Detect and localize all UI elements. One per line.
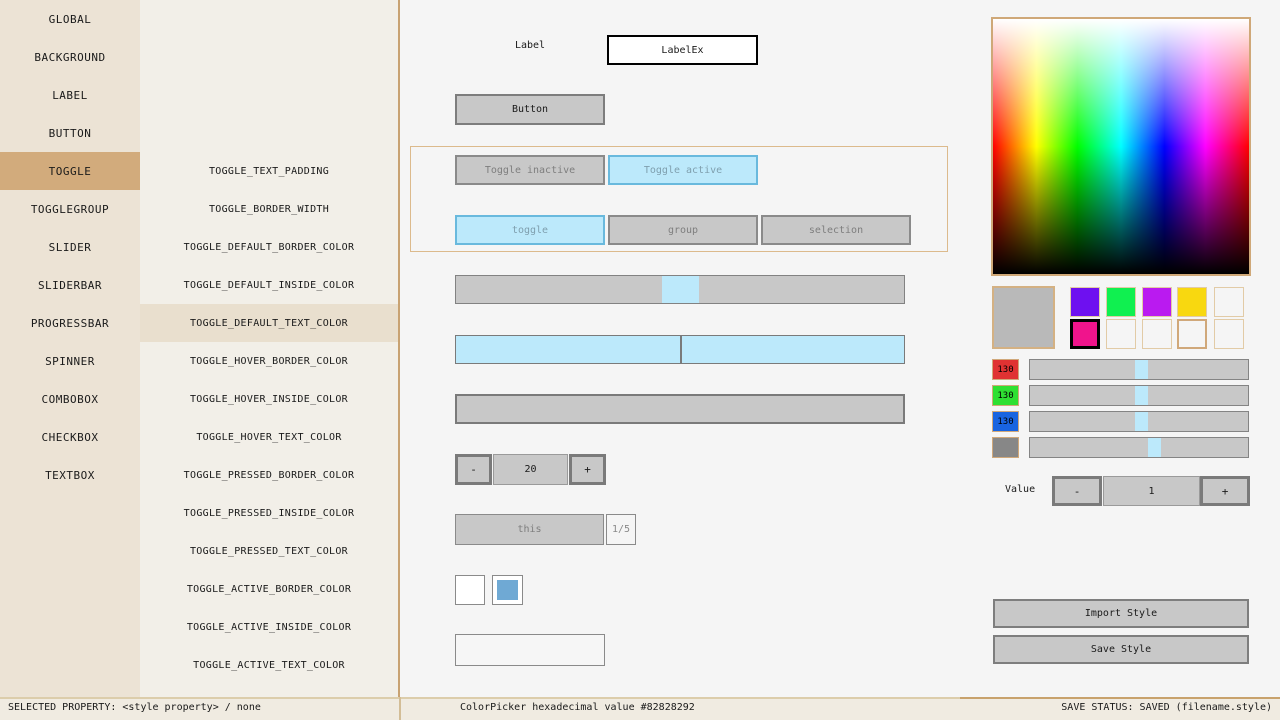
spinner-plus-button[interactable]: + [569,454,606,485]
statusbar-divider [399,697,401,720]
preview-toggle-active[interactable]: Toggle active [608,155,758,185]
sidebar-item-slider[interactable]: SLIDER [48,240,92,254]
color-panel [960,0,1280,697]
preview-slider[interactable] [455,275,905,304]
property-item[interactable]: TOGGLE_ACTIVE_TEXT_COLOR [193,659,345,671]
preview-checkbox-unchecked[interactable] [455,575,485,605]
palette-swatch-empty[interactable] [1142,319,1172,349]
palette-swatch[interactable] [1142,287,1172,317]
import-style-button[interactable]: Import Style [993,599,1249,628]
sidebar-item-global[interactable]: GLOBAL [48,12,92,26]
sidebar-item-checkbox[interactable]: CHECKBOX [41,430,99,444]
palette-swatch[interactable] [1070,287,1100,317]
alpha-channel-slider[interactable] [1029,437,1249,458]
spinner-minus-button[interactable]: - [455,454,492,485]
palette-swatch-selected[interactable] [1070,319,1100,349]
sidebar-item-toggle[interactable]: TOGGLE [0,152,140,190]
preview-combobox[interactable]: this [455,514,604,545]
red-channel-slider[interactable] [1029,359,1249,380]
save-status: SAVE STATUS: SAVED (filename.style) [1061,702,1272,713]
palette-swatch-empty[interactable] [1177,319,1207,349]
colorpicker-hex-status: ColorPicker hexadecimal value #82828292 [460,702,695,713]
sidebar-item-background[interactable]: BACKGROUND [34,50,106,64]
blue-channel-slider[interactable] [1029,411,1249,432]
palette-swatch-empty[interactable] [1214,319,1244,349]
property-list [140,0,400,697]
green-slider-knob[interactable] [1135,386,1148,405]
property-item[interactable]: TOGGLE_BORDER_WIDTH [208,203,330,215]
preview-button[interactable]: Button [455,94,605,125]
preview-toggle-inactive[interactable]: Toggle inactive [455,155,605,185]
property-item-selected[interactable]: TOGGLE_DEFAULT_TEXT_COLOR [140,304,398,342]
current-color-swatch [992,286,1055,349]
preview-sliderbar[interactable] [455,335,905,364]
palette-swatch-empty[interactable] [1106,319,1136,349]
sidebar-item-progressbar[interactable]: PROGRESSBAR [30,316,110,330]
property-item[interactable]: TOGGLE_ACTIVE_INSIDE_COLOR [186,621,352,633]
property-item[interactable]: TOGGLE_DEFAULT_BORDER_COLOR [183,241,355,253]
spinner-value[interactable]: 20 [493,454,568,485]
combobox-counter[interactable]: 1/5 [606,514,636,545]
alpha-channel-value [992,437,1019,458]
preview-panel [400,0,960,697]
preview-textbox[interactable] [455,634,605,666]
property-item[interactable]: TOGGLE_PRESSED_BORDER_COLOR [183,469,355,481]
property-item[interactable]: TOGGLE_HOVER_BORDER_COLOR [189,355,348,367]
preview-labelex-textbox[interactable]: LabelEx [607,35,758,65]
statusbar-border-left [0,697,960,699]
preview-togglegroup-selection[interactable]: selection [761,215,911,245]
sliderbar-divider [680,336,682,363]
property-item[interactable]: TOGGLE_DEFAULT_INSIDE_COLOR [183,279,355,291]
alpha-slider-knob[interactable] [1148,438,1161,457]
green-channel-slider[interactable] [1029,385,1249,406]
save-style-button[interactable]: Save Style [993,635,1249,664]
category-sidebar [0,0,140,697]
red-channel-value: 130 [992,359,1019,380]
preview-checkbox-checked[interactable] [492,575,523,605]
palette-swatch-empty[interactable] [1214,287,1244,317]
sidebar-item-button[interactable]: BUTTON [48,126,92,140]
checkbox-check-fill [497,580,518,600]
value-spinner-label: Value [1005,484,1036,495]
property-item[interactable]: TOGGLE_HOVER_INSIDE_COLOR [189,393,348,405]
property-item[interactable]: TOGGLE_PRESSED_INSIDE_COLOR [183,507,355,519]
property-item[interactable]: TOGGLE_HOVER_TEXT_COLOR [196,431,342,443]
sidebar-item-label[interactable]: LABEL [52,88,88,102]
palette-swatch[interactable] [1106,287,1136,317]
preview-togglegroup-group[interactable]: group [608,215,758,245]
red-slider-knob[interactable] [1135,360,1148,379]
property-item[interactable]: TOGGLE_ACTIVE_BORDER_COLOR [186,583,352,595]
blue-slider-knob[interactable] [1135,412,1148,431]
value-spinner-value[interactable]: 1 [1103,476,1200,506]
value-plus-button[interactable]: + [1200,476,1250,506]
property-item[interactable]: TOGGLE_TEXT_PADDING [208,165,330,177]
selected-property-status: SELECTED PROPERTY: <style property> / none [8,702,261,713]
preview-progressbar [455,394,905,424]
sidebar-item-textbox[interactable]: TEXTBOX [45,468,95,482]
blue-channel-value: 130 [992,411,1019,432]
statusbar-border-right [960,697,1280,699]
green-channel-value: 130 [992,385,1019,406]
preview-label-text: Label [514,40,546,51]
value-minus-button[interactable]: - [1052,476,1102,506]
sidebar-item-spinner[interactable]: SPINNER [45,354,95,368]
sidebar-item-sliderbar[interactable]: SLIDERBAR [37,278,103,292]
sidebar-item-combobox[interactable]: COMBOBOX [41,392,99,406]
status-bar [0,697,1280,720]
sidebar-item-togglegroup[interactable]: TOGGLEGROUP [30,202,110,216]
slider-knob[interactable] [662,276,699,303]
palette-swatch[interactable] [1177,287,1207,317]
preview-togglegroup-toggle[interactable]: toggle [455,215,605,245]
property-item[interactable]: TOGGLE_PRESSED_TEXT_COLOR [189,545,348,557]
color-picker-gradient[interactable] [991,17,1251,276]
